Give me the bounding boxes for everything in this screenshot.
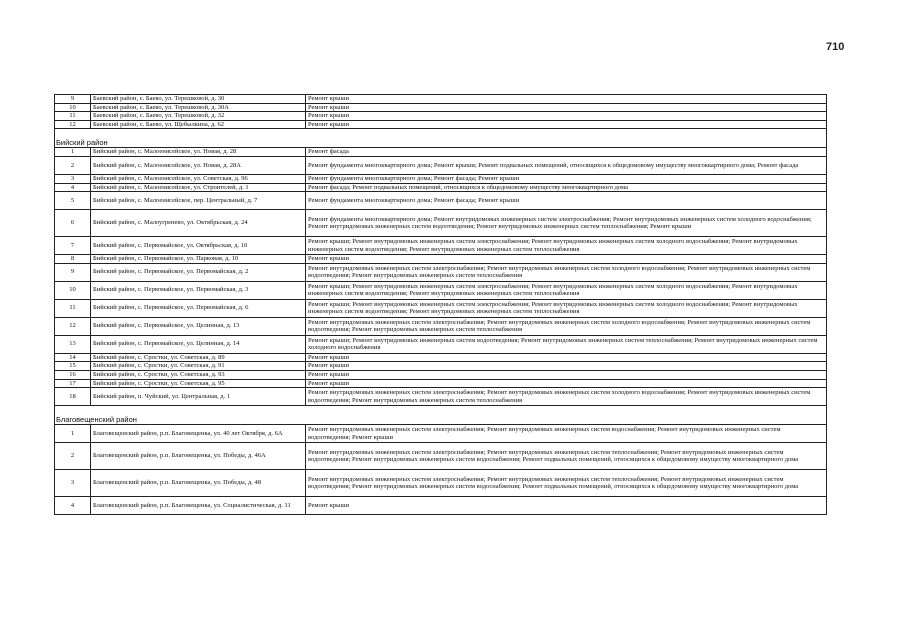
table-row xyxy=(55,263,827,281)
row-number-cell: 14 xyxy=(55,353,91,362)
address-cell: Бийский район, с. Первомайское, ул. Целинная, д. 13 xyxy=(91,317,306,335)
table-row xyxy=(55,443,827,470)
address-cell: Благовещенский район, р.п. Благовещенка, ул. Социалистическая, д. 11 xyxy=(91,497,306,515)
address-cell: Бийский район, с. Сростки, ул. Советская, д. 93 xyxy=(91,370,306,379)
address-cell: Бийский район, с. Малоугренево, ул. Октябрьская, д. 24 xyxy=(91,210,306,237)
table-row xyxy=(55,103,827,112)
row-number-cell: 12 xyxy=(55,317,91,335)
district-heading: Благовещенский район xyxy=(55,415,827,425)
page-number: 710 xyxy=(826,41,845,53)
table-row xyxy=(55,353,827,362)
table-row xyxy=(55,335,827,353)
district-heading-row xyxy=(55,138,827,148)
address-cell: Баевский район, с. Баево, ул. Терешковой, д. 32 xyxy=(91,112,306,121)
address-cell: Бийский район, с. Первомайское, ул. Первомайская, д. 3 xyxy=(91,281,306,299)
repair-work-cell: Ремонт крыши; Ремонт внутридомовых инженерных систем электроснабжения; Ремонт внутридомовых инженерных систем холодного водоснабжения; Ремонт внутридомовых инженерных систем водоотведения; Ремонт внутридомовых инженерных систем теплоснабжения xyxy=(306,299,827,317)
repair-work-cell: Ремонт крыши xyxy=(306,120,827,129)
table-row xyxy=(55,379,827,388)
section-spacer xyxy=(55,129,827,139)
row-number-cell: 7 xyxy=(55,237,91,255)
row-number-cell: 1 xyxy=(55,425,91,443)
row-number-cell: 3 xyxy=(55,174,91,183)
repair-work-cell: Ремонт крыши; Ремонт внутридомовых инженерных систем электроснабжения; Ремонт внутридомовых инженерных систем холодного водоснабжения; Ремонт внутридомовых инженерных систем водоотведения; Ремонт внутридомовых инженерных систем теплоснабжения xyxy=(306,237,827,255)
table-row xyxy=(55,299,827,317)
repair-work-cell: Ремонт внутридомовых инженерных систем электроснабжения; Ремонт внутридомовых инженерных систем холодного водоснабжения; Ремонт внутридомовых инженерных систем водоотведения; Ремонт внутридомовых инженерных систем теплоснабжения xyxy=(306,317,827,335)
repair-work-cell: Ремонт крыши; Ремонт внутридомовых инженерных систем электроснабжения; Ремонт внутридомовых инженерных систем холодного водоснабжения; Ремонт внутридомовых инженерных систем водоотведения; Ремонт внутридомовых инженерных систем теплоснабжения xyxy=(306,281,827,299)
address-cell: Бийский район, с. Первомайское, ул. Октябрьская, д. 10 xyxy=(91,237,306,255)
address-cell: Бийский район, с. Малоенисейское, пер. Центральный, д. 7 xyxy=(91,192,306,210)
table-row xyxy=(55,148,827,157)
table-row xyxy=(55,183,827,192)
table-row xyxy=(55,255,827,264)
table-row xyxy=(55,317,827,335)
row-number-cell: 9 xyxy=(55,95,91,104)
table-row xyxy=(55,174,827,183)
row-number-cell: 4 xyxy=(55,497,91,515)
address-cell: Бийский район, с. Первомайское, ул. Первомайская, д. 2 xyxy=(91,263,306,281)
repair-work-cell: Ремонт фундамента многоквартирного дома; Ремонт фасада; Ремонт крыши xyxy=(306,192,827,210)
repair-work-cell: Ремонт фундамента многоквартирного дома; Ремонт фасада; Ремонт крыши xyxy=(306,174,827,183)
row-number-cell: 15 xyxy=(55,362,91,371)
table-row xyxy=(55,237,827,255)
address-cell: Благовещенский район, р.п. Благовещенка, ул. Победы, д. 48 xyxy=(91,470,306,497)
row-number-cell: 4 xyxy=(55,183,91,192)
table-row xyxy=(55,425,827,443)
repair-work-cell: Ремонт фундамента многоквартирного дома; Ремонт внутридомовых инженерных систем электроснабжения; Ремонт внутридомовых инженерных систем холодного водоснабжения; Ремонт внутридомовых инженерных систем водоотведения; Ремонт внутридомовых инженерных систем теплоснабжения; Ремонт крыши xyxy=(306,210,827,237)
table-row xyxy=(55,281,827,299)
table-row xyxy=(55,156,827,174)
row-number-cell: 10 xyxy=(55,281,91,299)
repair-work-cell: Ремонт фундамента многоквартирного дома; Ремонт крыши; Ремонт подвальных помещений, относящихся к общедомовому имуществу многоквартирного дома; Ремонт фасада xyxy=(306,156,827,174)
address-cell: Баевский район, с. Баево, ул. Терешковой, д. 30А xyxy=(91,103,306,112)
address-cell: Бийский район, п. Чуйский, ул. Центральная, д. 1 xyxy=(91,388,306,406)
table-row xyxy=(55,362,827,371)
repair-work-cell: Ремонт крыши xyxy=(306,362,827,371)
row-number-cell: 2 xyxy=(55,443,91,470)
address-cell: Бийский район, с. Малоенисейское, ул. Новая, д. 28 xyxy=(91,148,306,157)
address-cell: Бийский район, с. Сростки, ул. Советская, д. 95 xyxy=(91,379,306,388)
address-cell: Благовещенский район, р.п. Благовещенка, ул. 40 лет Октября, д. 6А xyxy=(91,425,306,443)
table-row xyxy=(55,497,827,515)
repair-register-table xyxy=(54,94,827,515)
repair-work-cell: Ремонт крыши; Ремонт внутридомовых инженерных систем водоотведения; Ремонт внутридомовых инженерных систем теплоснабжения; Ремонт внутридомовых инженерных систем холодного водоснабжения xyxy=(306,335,827,353)
table-row xyxy=(55,388,827,406)
row-number-cell: 17 xyxy=(55,379,91,388)
repair-work-cell: Ремонт крыши xyxy=(306,95,827,104)
row-number-cell: 10 xyxy=(55,103,91,112)
row-number-cell: 13 xyxy=(55,335,91,353)
table-row xyxy=(55,210,827,237)
address-cell: Бийский район, с. Малоенисейское, ул. Советская, д. 96 xyxy=(91,174,306,183)
address-cell: Бийский район, с. Малоенисейское, ул. Строителей, д. 1 xyxy=(91,183,306,192)
row-number-cell: 9 xyxy=(55,263,91,281)
repair-work-cell: Ремонт крыши xyxy=(306,112,827,121)
row-number-cell: 3 xyxy=(55,470,91,497)
address-cell: Благовещенский район, р.п. Благовещенка, ул. Победы, д. 46А xyxy=(91,443,306,470)
address-cell: Бийский район, с. Первомайское, ул. Парковая, д. 10 xyxy=(91,255,306,264)
repair-work-cell: Ремонт внутридомовых инженерных систем электроснабжения; Ремонт внутридомовых инженерных систем теплоснабжения; Ремонт внутридомовых инженерных систем водоотведения; Ремонт внутридомовых инженерных систем водоснабжения; Ремонт подвальных помещений, относящихся к общедомовому имуществу многоквартирного дома xyxy=(306,443,827,470)
repair-work-cell: Ремонт внутридомовых инженерных систем электроснабжения; Ремонт внутридомовых инженерных систем холодного водоснабжения; Ремонт внутридомовых инженерных систем водоотведения; Ремонт внутридомовых инженерных систем теплоснабжения xyxy=(306,388,827,406)
row-number-cell: 16 xyxy=(55,370,91,379)
row-number-cell: 18 xyxy=(55,388,91,406)
table-row xyxy=(55,120,827,129)
repair-work-cell: Ремонт крыши xyxy=(306,255,827,264)
table-row xyxy=(55,470,827,497)
repair-work-cell: Ремонт крыши xyxy=(306,370,827,379)
repair-work-cell: Ремонт внутридомовых инженерных систем электроснабжения; Ремонт внутридомовых инженерных систем холодного водоснабжения; Ремонт внутридомовых инженерных систем водоотведения; Ремонт внутридомовых инженерных систем теплоснабжения xyxy=(306,263,827,281)
row-number-cell: 11 xyxy=(55,299,91,317)
address-cell: Бийский район, с. Сростки, ул. Советская, д. 89 xyxy=(91,353,306,362)
row-number-cell: 6 xyxy=(55,210,91,237)
row-number-cell: 8 xyxy=(55,255,91,264)
table-row xyxy=(55,95,827,104)
district-heading: Бийский район xyxy=(55,138,827,148)
row-number-cell: 1 xyxy=(55,148,91,157)
repair-work-cell: Ремонт внутридомовых инженерных систем электроснабжения; Ремонт внутридомовых инженерных систем теплоснабжения; Ремонт внутридомовых инженерных систем водоотведения; Ремонт внутридомовых инженерных систем водоснабжения; Ремонт подвальных помещений, относящихся к общедомовому имуществу многоквартирного дома xyxy=(306,470,827,497)
section-spacer xyxy=(55,406,827,416)
address-cell: Бийский район, с. Первомайское, ул. Первомайская, д. 6 xyxy=(91,299,306,317)
address-cell: Баевский район, с. Баево, ул. Щебылкина, д. 62 xyxy=(91,120,306,129)
address-cell: Бийский район, с. Малоенисейское, ул. Новая, д. 28А xyxy=(91,156,306,174)
address-cell: Баевский район, с. Баево, ул. Терешковой, д. 30 xyxy=(91,95,306,104)
address-cell: Бийский район, с. Первомайское, ул. Целинная, д. 14 xyxy=(91,335,306,353)
repair-work-cell: Ремонт крыши xyxy=(306,379,827,388)
address-cell: Бийский район, с. Сростки, ул. Советская, д. 91 xyxy=(91,362,306,371)
repair-work-cell: Ремонт крыши xyxy=(306,103,827,112)
repair-work-cell: Ремонт внутридомовых инженерных систем электроснабжения; Ремонт внутридомовых инженерных систем водоснабжения; Ремонт внутридомовых инженерных систем водоотведения; Ремонт крыши xyxy=(306,425,827,443)
repair-work-cell: Ремонт крыши xyxy=(306,353,827,362)
repair-work-cell: Ремонт крыши xyxy=(306,497,827,515)
row-number-cell: 5 xyxy=(55,192,91,210)
row-number-cell: 12 xyxy=(55,120,91,129)
repair-work-cell: Ремонт фасада xyxy=(306,148,827,157)
table-row xyxy=(55,192,827,210)
table-row xyxy=(55,112,827,121)
row-number-cell: 11 xyxy=(55,112,91,121)
district-heading-row xyxy=(55,415,827,425)
repair-work-cell: Ремонт фасада; Ремонт подвальных помещений, относящихся к общедомовому имуществу многоквартирного дома xyxy=(306,183,827,192)
table-row xyxy=(55,370,827,379)
row-number-cell: 2 xyxy=(55,156,91,174)
